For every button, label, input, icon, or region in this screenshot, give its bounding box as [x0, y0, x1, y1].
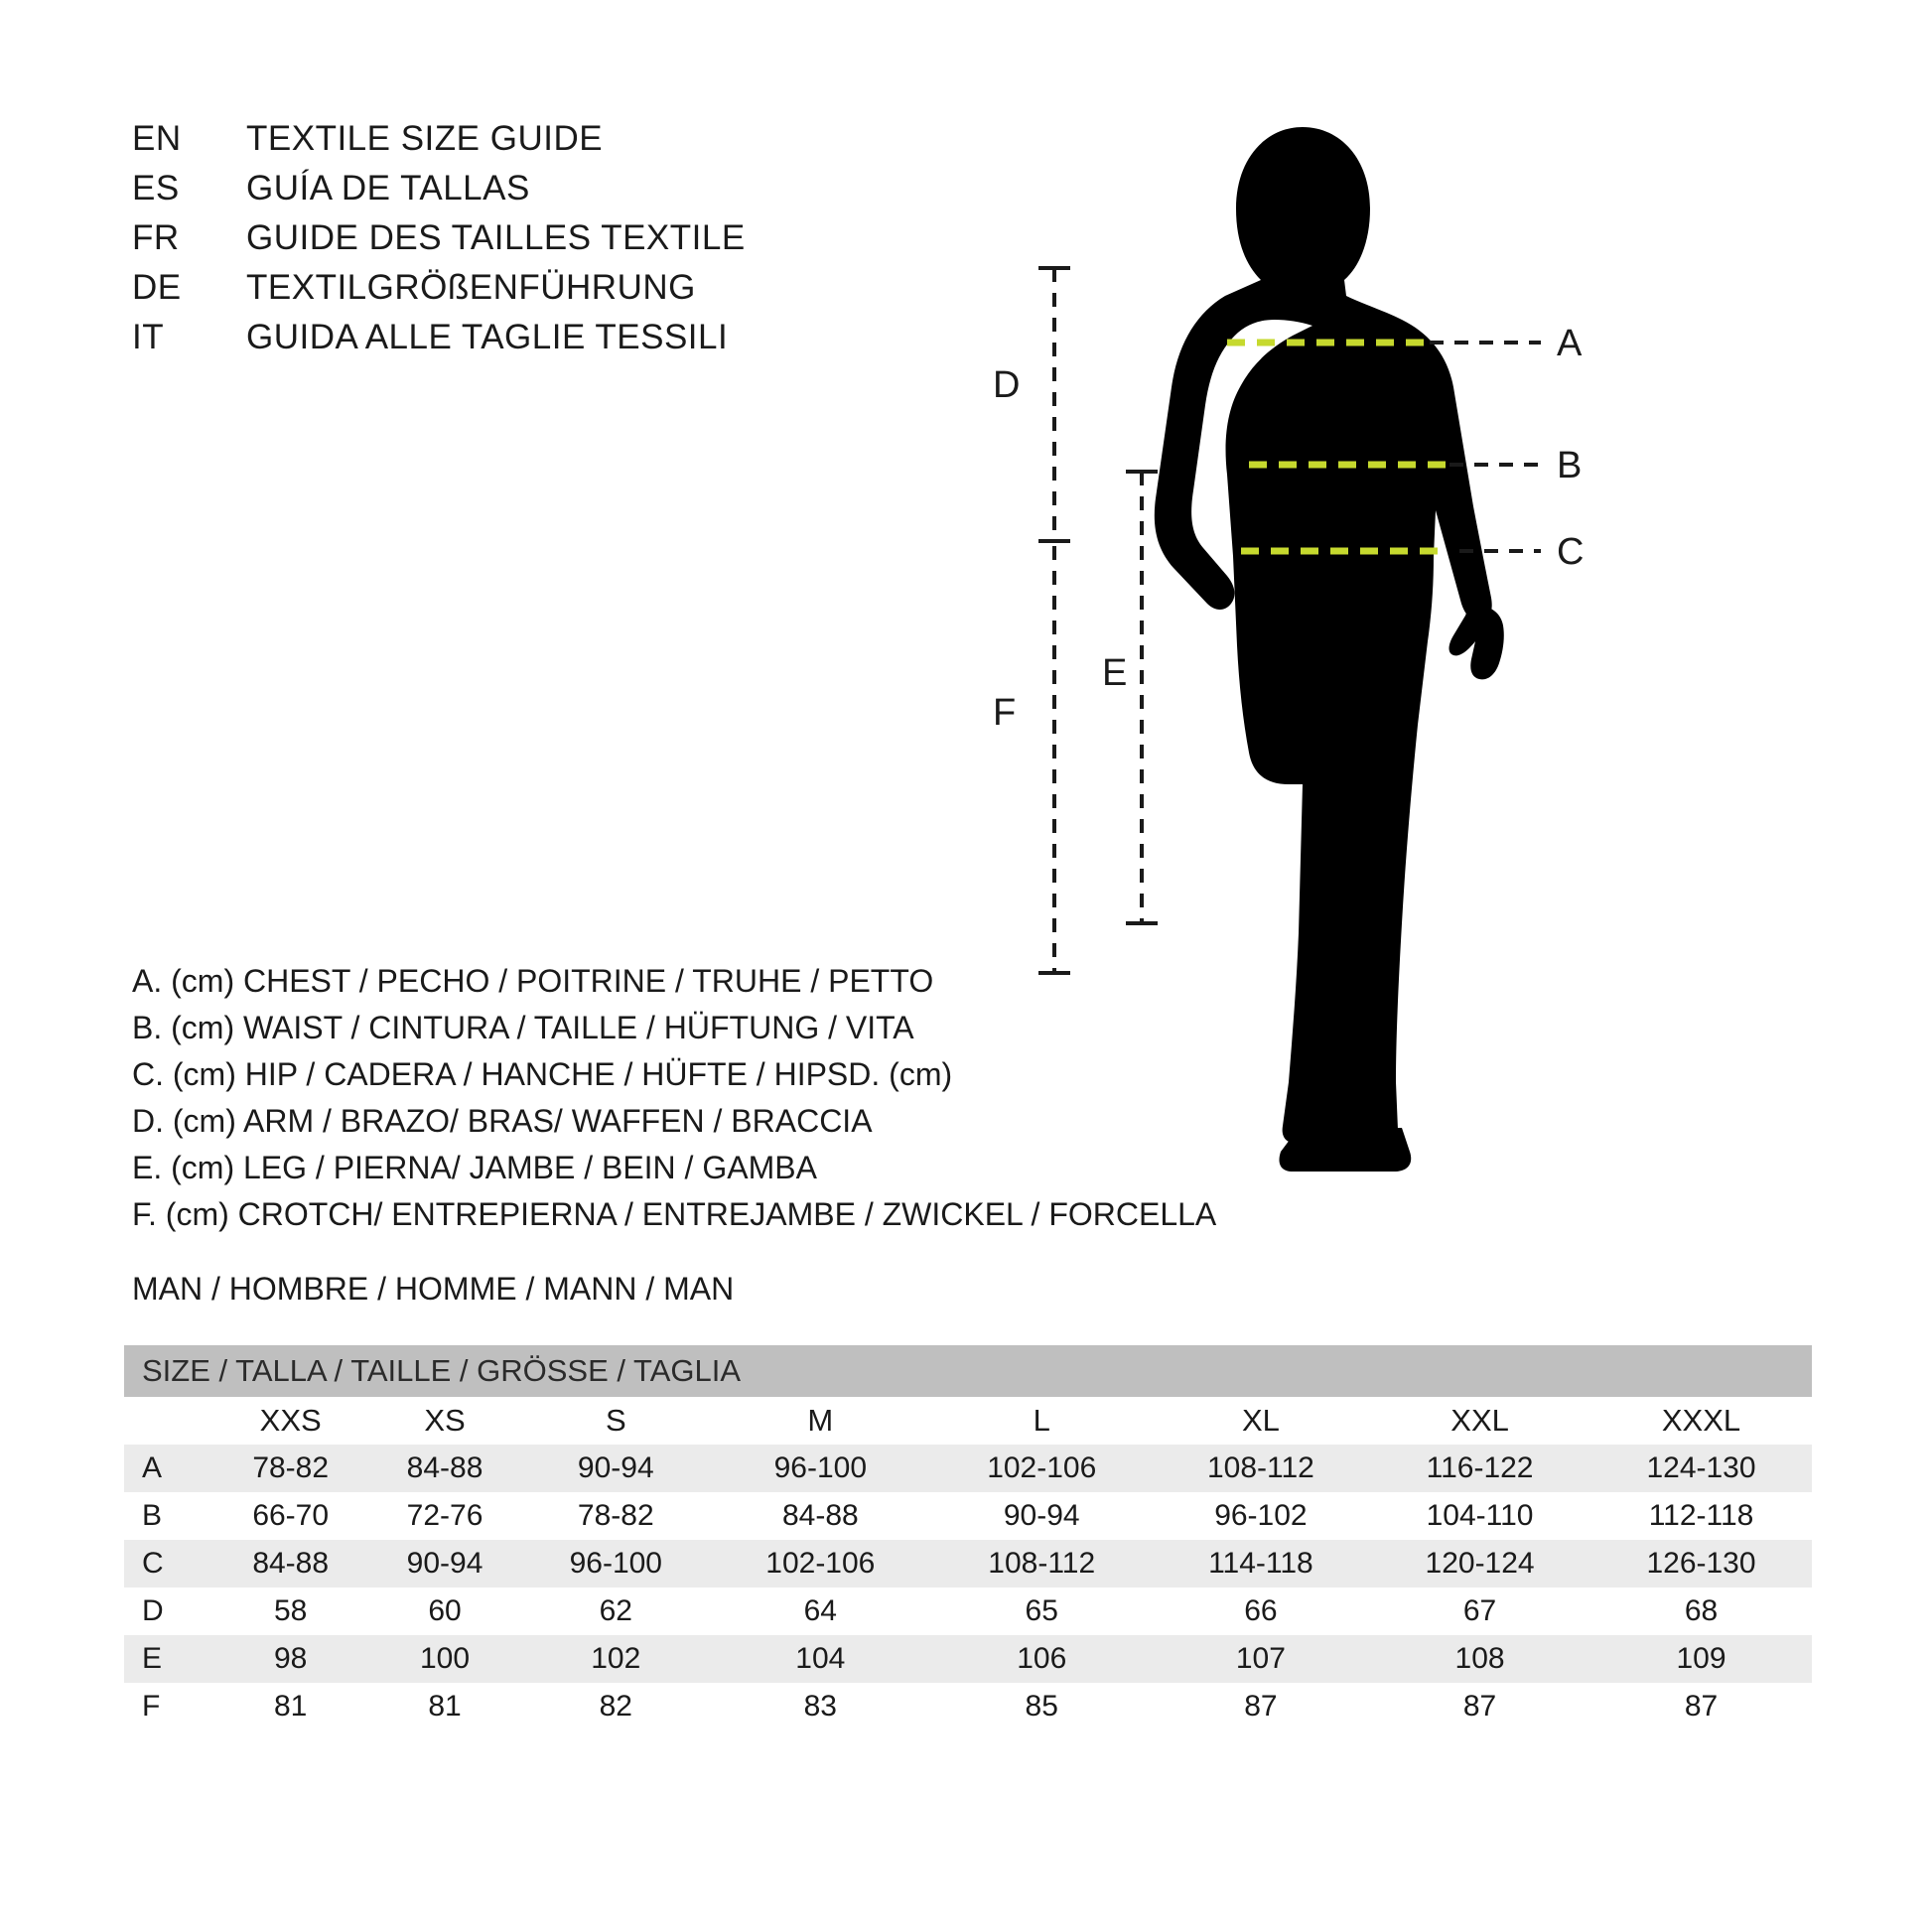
row-label-b: B	[124, 1492, 213, 1540]
cell: 65	[931, 1587, 1153, 1635]
cell: 87	[1153, 1683, 1369, 1730]
cell: 90-94	[522, 1445, 710, 1492]
language-title: TEXTILE SIZE GUIDE	[246, 119, 604, 158]
legend-item-b: B. (cm) WAIST / CINTURA / TAILLE / HÜFTUNG / VITA	[132, 1010, 914, 1045]
cell: 102-106	[710, 1540, 931, 1587]
measurement-legend	[132, 958, 1217, 1238]
table-row	[124, 1540, 1812, 1587]
cell: 98	[213, 1635, 367, 1683]
language-title: GUIDA ALLE TAGLIE TESSILI	[246, 318, 729, 356]
cell: 67	[1369, 1587, 1590, 1635]
cell: 68	[1590, 1587, 1812, 1635]
cell: 120-124	[1369, 1540, 1590, 1587]
cell: 108-112	[931, 1540, 1153, 1587]
cell: 108	[1369, 1635, 1590, 1683]
row-label-c: C	[124, 1540, 213, 1587]
table-row	[124, 1635, 1812, 1683]
legend-item-f: F. (cm) CROTCH/ ENTREPIERNA / ENTREJAMBE / ZWICKEL / FORCELLA	[132, 1196, 1217, 1232]
cell: 62	[522, 1587, 710, 1635]
body-measurement-diagram	[993, 89, 1886, 1221]
cell: 90-94	[367, 1540, 521, 1587]
cell: 78-82	[213, 1445, 367, 1492]
cell: 106	[931, 1635, 1153, 1683]
language-code: DE	[132, 268, 182, 307]
table-header-s: S	[522, 1397, 710, 1445]
legend-item-c: C. (cm) HIP / CADERA / HANCHE / HÜFTE / HIPSD. (cm)	[132, 1056, 953, 1092]
row-label-d: D	[124, 1587, 213, 1635]
cell: 104	[710, 1635, 931, 1683]
dimension-label-e: E	[1102, 652, 1128, 694]
table-row	[124, 1587, 1812, 1635]
cell: 96-100	[522, 1540, 710, 1587]
table-header-m: M	[710, 1397, 931, 1445]
row-label-f: F	[124, 1683, 213, 1730]
language-code: ES	[132, 169, 180, 207]
language-row	[132, 268, 926, 318]
cell: 84-88	[213, 1540, 367, 1587]
row-label-e: E	[124, 1635, 213, 1683]
gender-label: MAN / HOMBRE / HOMME / MANN / MAN	[132, 1271, 735, 1307]
table-title-row	[124, 1345, 1812, 1397]
cell: 58	[213, 1587, 367, 1635]
cell: 96-102	[1153, 1492, 1369, 1540]
table-header-blank	[124, 1397, 213, 1445]
cell: 82	[522, 1683, 710, 1730]
table-row	[124, 1445, 1812, 1492]
language-row	[132, 119, 926, 169]
cell: 83	[710, 1683, 931, 1730]
language-title: GUÍA DE TALLAS	[246, 169, 530, 207]
cell: 60	[367, 1587, 521, 1635]
dimension-e	[1126, 472, 1158, 923]
table-header-xs: XS	[367, 1397, 521, 1445]
table-row	[124, 1492, 1812, 1540]
cell: 84-88	[367, 1445, 521, 1492]
legend-item-e: E. (cm) LEG / PIERNA/ JAMBE / BEIN / GAMBA	[132, 1150, 817, 1185]
legend-item-a: A. (cm) CHEST / PECHO / POITRINE / TRUHE / PETTO	[132, 963, 934, 999]
table-header-xxl: XXL	[1369, 1397, 1590, 1445]
cell: 87	[1590, 1683, 1812, 1730]
table-title: SIZE / TALLA / TAILLE / GRÖSSE / TAGLIA	[124, 1345, 1812, 1397]
cell: 114-118	[1153, 1540, 1369, 1587]
language-row	[132, 218, 926, 268]
dimension-d	[1038, 268, 1070, 541]
cell: 102-106	[931, 1445, 1153, 1492]
cell: 90-94	[931, 1492, 1153, 1540]
language-title: TEXTILGRÖßENFÜHRUNG	[246, 268, 696, 307]
table-header-l: L	[931, 1397, 1153, 1445]
cell: 102	[522, 1635, 710, 1683]
cell: 126-130	[1590, 1540, 1812, 1587]
cell: 109	[1590, 1635, 1812, 1683]
language-code: EN	[132, 119, 182, 158]
callout-label-c: C	[1557, 531, 1585, 573]
man-silhouette	[1155, 127, 1504, 1172]
language-header-block	[132, 119, 926, 367]
size-table	[124, 1345, 1812, 1730]
cell: 72-76	[367, 1492, 521, 1540]
cell: 81	[367, 1683, 521, 1730]
language-code: IT	[132, 318, 165, 356]
cell: 64	[710, 1587, 931, 1635]
cell: 84-88	[710, 1492, 931, 1540]
cell: 124-130	[1590, 1445, 1812, 1492]
table-header-xxxl: XXXL	[1590, 1397, 1812, 1445]
language-row	[132, 169, 926, 218]
callout-label-b: B	[1557, 445, 1583, 486]
cell: 104-110	[1369, 1492, 1590, 1540]
cell: 108-112	[1153, 1445, 1369, 1492]
language-row	[132, 318, 926, 367]
cell: 87	[1369, 1683, 1590, 1730]
language-title: GUIDE DES TAILLES TEXTILE	[246, 218, 746, 257]
dimension-label-f: F	[993, 692, 1017, 734]
table-header-row	[124, 1397, 1812, 1445]
table-header-xl: XL	[1153, 1397, 1369, 1445]
cell: 107	[1153, 1635, 1369, 1683]
cell: 81	[213, 1683, 367, 1730]
cell: 100	[367, 1635, 521, 1683]
cell: 66-70	[213, 1492, 367, 1540]
dimension-label-d: D	[993, 364, 1021, 406]
row-label-a: A	[124, 1445, 213, 1492]
cell: 85	[931, 1683, 1153, 1730]
cell: 112-118	[1590, 1492, 1812, 1540]
callout-label-a: A	[1557, 323, 1583, 364]
table-row	[124, 1683, 1812, 1730]
table-header-xxs: XXS	[213, 1397, 367, 1445]
language-code: FR	[132, 218, 180, 257]
cell: 78-82	[522, 1492, 710, 1540]
cell: 66	[1153, 1587, 1369, 1635]
cell: 96-100	[710, 1445, 931, 1492]
legend-item-d: D. (cm) ARM / BRAZO/ BRAS/ WAFFEN / BRACCIA	[132, 1103, 873, 1139]
cell: 116-122	[1369, 1445, 1590, 1492]
dimension-f	[1038, 546, 1070, 973]
